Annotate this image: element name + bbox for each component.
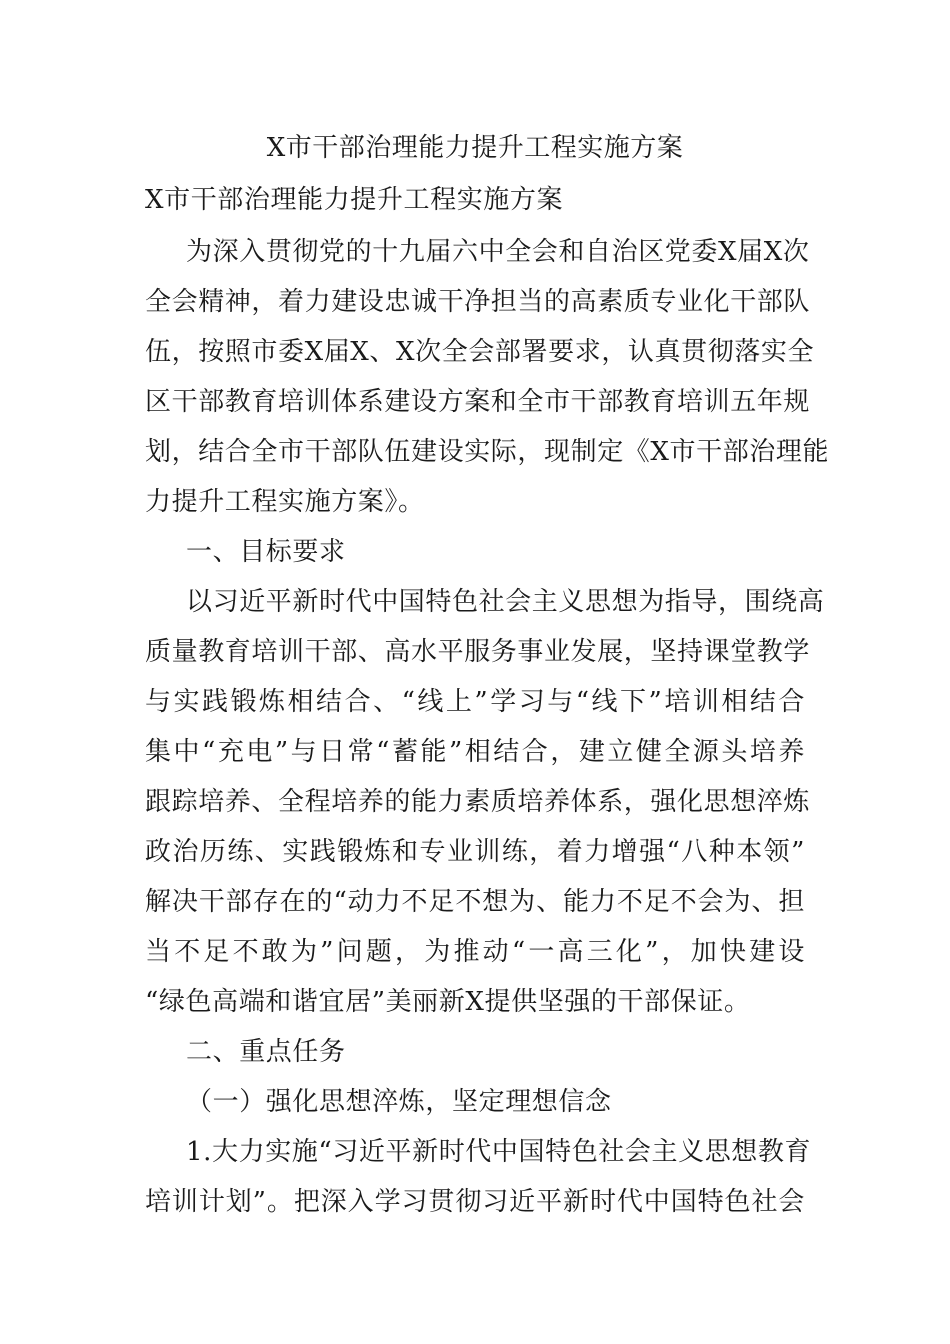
paragraph-line: 全会精神，着力建设忠诚干净担当的高素质专业化干部队 <box>145 287 811 317</box>
paragraph-line: 1.大力实施“习近平新时代中国特色社会主义思想教育 <box>186 1137 812 1167</box>
paragraph-line: 政治历练、实践锻炼和专业训练，着力增强“八种本领” <box>145 837 805 867</box>
document-title: X市干部治理能力提升工程实施方案 <box>266 133 684 163</box>
paragraph-line: 伍，按照市委X届X、X次全会部署要求，认真贯彻落实全 <box>145 337 815 367</box>
paragraph-line: 解决干部存在的“动力不足不想为、能力不足不会为、担 <box>145 887 805 917</box>
section-heading: 一、目标要求 <box>186 537 346 567</box>
paragraph-line: 跟踪培养、全程培养的能力素质培养体系，强化思想淬炼 <box>145 787 811 817</box>
section-heading: 二、重点任务 <box>186 1037 346 1067</box>
paragraph-line: 集中“充电”与日常“蓄能”相结合，建立健全源头培养 <box>145 737 805 767</box>
paragraph-line: 以习近平新时代中国特色社会主义思想为指导，围绕高 <box>186 587 825 617</box>
paragraph-line: 划，结合全市干部队伍建设实际，现制定《X市干部治理能 <box>145 437 830 467</box>
paragraph-line: 为深入贯彻党的十九届六中全会和自治区党委X届X次 <box>186 237 810 267</box>
paragraph-line: 当不足不敢为”问题，为推动“一高三化”，加快建设 <box>145 937 805 967</box>
subsection-heading: （一）强化思想淬炼，坚定理想信念 <box>186 1087 612 1117</box>
paragraph-line: 力提升工程实施方案》。 <box>145 487 425 517</box>
paragraph-line: 质量教育培训干部、高水平服务事业发展，坚持课堂教学 <box>145 637 811 667</box>
document-subtitle: X市干部治理能力提升工程实施方案 <box>145 185 564 215</box>
paragraph-line: 区干部教育培训体系建设方案和全市干部教育培训五年规 <box>145 387 811 417</box>
paragraph-line: 培训计划”。把深入学习贯彻习近平新时代中国特色社会 <box>145 1187 805 1217</box>
paragraph-line: “绿色高端和谐宜居”美丽新X提供坚强的干部保证。 <box>145 987 751 1017</box>
paragraph-line: 与实践锻炼相结合、“线上”学习与“线下”培训相结合 <box>145 687 805 717</box>
